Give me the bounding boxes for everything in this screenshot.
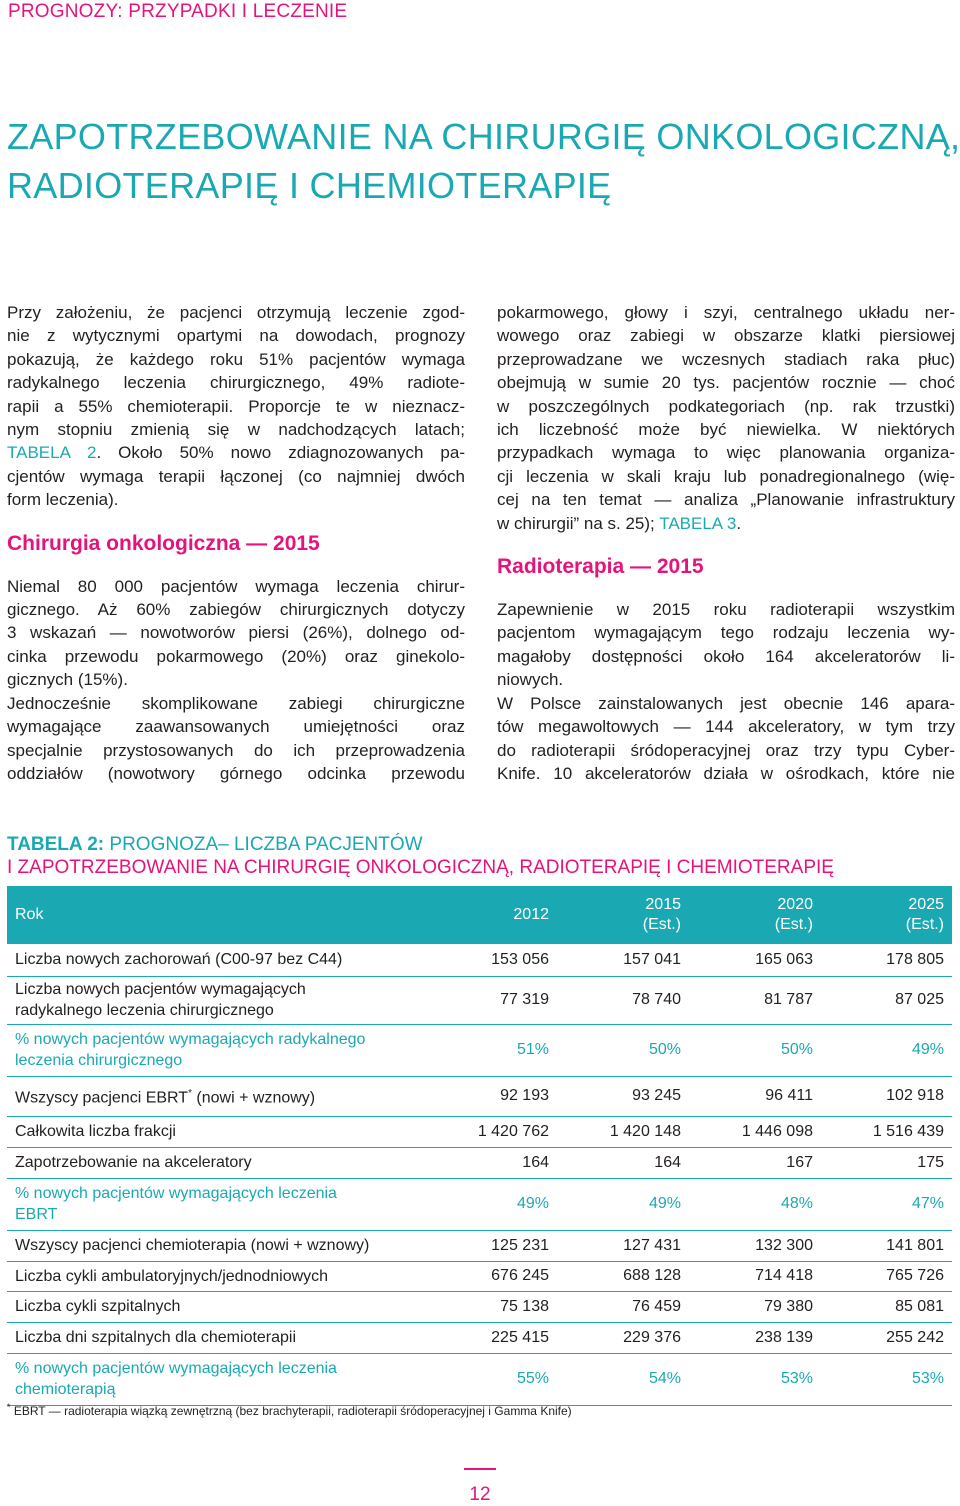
table-row	[7, 1230, 952, 1261]
header-2025	[821, 886, 952, 944]
text-line: cji leczenia w skali kraju lub ponadregionalnego (wię-	[497, 466, 955, 486]
table-cell: 238 139	[689, 1322, 821, 1353]
table-cell: 49%	[427, 1178, 557, 1230]
table-row	[7, 1322, 952, 1353]
table-row	[7, 1291, 952, 1322]
table-cell: 688 128	[557, 1261, 689, 1291]
row-label	[7, 1261, 427, 1291]
text-line: specjalnie przystosowanych do ich przeprowadzenia	[7, 740, 465, 760]
row-label-text: Liczba nowych pacjentów wymagających	[15, 981, 306, 998]
table-title	[7, 833, 834, 879]
table-cell: 178 805	[821, 944, 952, 976]
row-label	[7, 1353, 427, 1405]
table-cell: 54%	[557, 1353, 689, 1405]
table-cell: 229 376	[557, 1322, 689, 1353]
table-cell: 50%	[689, 1024, 821, 1076]
text-line: cej na ten temat — analiza „Planowanie infrastruktury	[497, 490, 955, 510]
table-cell: 93 245	[557, 1076, 689, 1116]
text-line: nie z wytycznymi opartymi na dowodach, prognozy	[7, 326, 465, 346]
table-cell: 53%	[689, 1353, 821, 1405]
table-cell: 1 420 148	[557, 1116, 689, 1147]
header-year: 2015	[645, 896, 681, 913]
right-column	[497, 301, 955, 785]
text-line: wowego oraz zabiegi w obszarze klatki piersiowej	[497, 326, 955, 346]
row-label-text: Liczba nowych zachorowań (C00-97 bez C44)	[15, 951, 343, 969]
title-line-1: ZAPOTRZEBOWANIE NA CHIRURGIĘ ONKOLOGICZNĄ,	[7, 116, 960, 157]
row-label-text: chemioterapią	[15, 1381, 116, 1398]
text-line: cinka przewodu pokarmowego (20%) oraz ginekolo-	[7, 646, 465, 666]
table-cell: 81 787	[689, 976, 821, 1024]
row-label	[7, 1024, 427, 1076]
table-title-line-2: I ZAPOTRZEBOWANIE NA CHIRURGIĘ ONKOLOGICZNĄ, RADIOTERAPIĘ I CHEMIOTERAPIĘ	[7, 857, 834, 878]
table-cell: 47%	[821, 1178, 952, 1230]
section-label: PROGNOZY: PRZYPADKI I LECZENIE	[8, 1, 348, 22]
row-label	[7, 1116, 427, 1147]
table-cell: 75 138	[427, 1291, 557, 1322]
row-label-text: leczenia chirurgicznego	[15, 1052, 183, 1069]
table-cell: 714 418	[689, 1261, 821, 1291]
text-line: cjentów wymaga terapii łączonej (co najmniej dwóch	[7, 466, 465, 486]
forecast-table	[7, 886, 952, 1406]
table-cell: 55%	[427, 1353, 557, 1405]
table-row	[7, 976, 952, 1024]
text-line: Jednocześnie skomplikowane zabiegi chirurgiczne	[7, 693, 465, 713]
row-label-text: Liczba cykli szpitalnych	[15, 1298, 181, 1315]
text-line	[7, 441, 465, 464]
row-label-text: Całkowita liczba frakcji	[15, 1123, 176, 1140]
table-title-rest: PROGNOZA– LICZBA PACJENTÓW	[109, 834, 423, 855]
text-line: nym stopniu zmienią się w nadchodzących latach;	[7, 420, 465, 440]
table-title-prefix: TABELA 2:	[7, 834, 110, 855]
row-label-text: Wszyscy pacjenci EBRT	[15, 1089, 189, 1107]
table-cell: 87 025	[821, 976, 952, 1024]
text-line: Przy założeniu, że pacjenci otrzymują leczenie zgod-	[7, 303, 465, 322]
footnote-text: EBRT — radioterapia wiązką zewnętrzną (bez brachyterapii, radioterapii śródoperacyjnej i Gamma Knife)	[10, 1404, 572, 1418]
text-line: W Polsce zainstalowanych jest obecnie 146 apara-	[497, 693, 955, 713]
table-body	[7, 944, 952, 1405]
text-line: wymagające zaawansowanych umiejętności oraz	[7, 717, 465, 737]
table-cell: 165 063	[689, 944, 821, 976]
text-line: Niemal 80 000 pacjentów wymaga leczenia chirur-	[7, 576, 465, 596]
table-row	[7, 1147, 952, 1178]
table-cell: 167	[689, 1147, 821, 1178]
row-label-text: radykalnego leczenia chirurgicznego	[15, 1002, 274, 1019]
footnote-mark: *	[188, 1088, 192, 1100]
header-2020	[689, 886, 821, 944]
title-line-2: RADIOTERAPIĘ I CHEMIOTERAPIĘ	[7, 165, 612, 206]
page-divider	[464, 1468, 496, 1470]
table-cell: 77 319	[427, 976, 557, 1024]
table-reference-link[interactable]: TABELA 3	[659, 513, 737, 533]
header-2012: 2012	[427, 886, 557, 944]
text-line: Knife. 10 akceleratorów działa w ośrodkach, które nie	[497, 763, 955, 783]
row-label-text: Liczba dni szpitalnych dla chemioterapii	[15, 1329, 297, 1346]
text-line: do radioterapii śródoperacyjnej oraz trzy typu Cyber-	[497, 740, 955, 760]
text-line: magałoby dostępności około 164 akceleratorów li-	[497, 646, 955, 666]
text-line: pokazują, że każdego roku 51% pacjentów wymaga	[7, 349, 465, 369]
text-line: ich liczebność może być niewielka. W niektórych	[497, 420, 955, 440]
text-line: pacjentom wymagającym tego rodzaju leczenia wy-	[497, 623, 955, 643]
row-label-text: % nowych pacjentów wymagających radykalnego	[15, 1031, 366, 1048]
table-row	[7, 1116, 952, 1147]
row-label-text: Liczba cykli ambulatoryjnych/jednodniowych	[15, 1267, 329, 1285]
table-cell: 157 041	[557, 944, 689, 976]
table-cell: 78 740	[557, 976, 689, 1024]
row-label	[7, 1322, 427, 1353]
table-title-line-1	[7, 833, 834, 856]
table-cell: 765 726	[821, 1261, 952, 1291]
row-label	[7, 1230, 427, 1261]
text-line: form leczenia).	[7, 490, 119, 510]
intro-paragraph	[7, 301, 465, 512]
table-cell: 225 415	[427, 1322, 557, 1353]
continuation-paragraph	[497, 301, 955, 535]
table-cell: 53%	[821, 1353, 952, 1405]
text-line: oddziałów (nowotwory górnego odcinka przewodu	[7, 763, 465, 783]
table-cell: 1 516 439	[821, 1116, 952, 1147]
header-2015	[557, 886, 689, 944]
text-fragment: .	[736, 513, 742, 533]
table-cell: 49%	[821, 1024, 952, 1076]
table-cell: 49%	[557, 1178, 689, 1230]
text-fragment: w chirurgii” na s. 25);	[497, 513, 660, 533]
header-year: 2025	[908, 896, 944, 913]
table-cell: 1 446 098	[689, 1116, 821, 1147]
table-cell: 127 431	[557, 1230, 689, 1261]
left-column	[7, 301, 465, 785]
table-row	[7, 1353, 952, 1405]
table-header-row	[7, 886, 952, 944]
heading-radiotherapy: Radioterapia — 2015	[497, 555, 704, 579]
table-cell: 85 081	[821, 1291, 952, 1322]
text-line: 3 wskazań — nowotworów piersi (26%), dolnego od-	[7, 623, 465, 643]
table-row	[7, 1024, 952, 1076]
table-row	[7, 1178, 952, 1230]
text-line: tów megawoltowych — 144 akceleratory, w tym trzy	[497, 717, 955, 737]
row-label-text: EBRT	[15, 1206, 58, 1223]
radiotherapy-paragraph	[497, 598, 955, 785]
header-est: (Est.)	[905, 916, 944, 933]
row-label-text: Wszyscy pacjenci chemioterapia (nowi + wznowy)	[15, 1237, 370, 1254]
table-cell: 96 411	[689, 1076, 821, 1116]
table-cell: 79 380	[689, 1291, 821, 1322]
table-cell: 48%	[689, 1178, 821, 1230]
row-label-text: % nowych pacjentów wymagających leczenia	[15, 1185, 337, 1202]
table-cell: 102 918	[821, 1076, 952, 1116]
text-line: radykalnego leczenia chirurgicznego, 49% radiote-	[7, 373, 465, 393]
table-cell: 164	[427, 1147, 557, 1178]
row-label	[7, 976, 427, 1024]
text-line	[497, 512, 955, 535]
table-cell: 51%	[427, 1024, 557, 1076]
row-label-text: Zapotrzebowanie na akceleratory	[15, 1154, 252, 1171]
table-cell: 76 459	[557, 1291, 689, 1322]
table-cell: 125 231	[427, 1230, 557, 1261]
text-line: przeprowadzane we wczesnych stadiach raka płuc)	[497, 349, 955, 369]
text-line: Zapewnienie w 2015 roku radioterapii wszystkim	[497, 600, 955, 620]
table-row	[7, 1261, 952, 1291]
row-label	[7, 1076, 427, 1116]
table-cell: 141 801	[821, 1230, 952, 1261]
table-cell: 676 245	[427, 1261, 557, 1291]
text-fragment: . Około 50% nowo zdiagnozowanych pa-	[96, 443, 465, 463]
text-line: gicznych (15%).	[7, 670, 128, 690]
row-label	[7, 944, 427, 976]
table-cell: 153 056	[427, 944, 557, 976]
surgery-paragraph	[7, 575, 465, 786]
text-line: niowych.	[497, 670, 564, 690]
header-est: (Est.)	[642, 916, 681, 933]
row-label	[7, 1291, 427, 1322]
page-title	[7, 112, 960, 210]
header-year: 2020	[777, 896, 813, 913]
page-number: 12	[469, 1484, 491, 1505]
heading-surgery: Chirurgia onkologiczna — 2015	[7, 531, 320, 555]
table-reference-link[interactable]: TABELA 2	[7, 443, 97, 463]
text-line: rapii a 55% chemioterapii. Proporcje te w nieznacz-	[7, 396, 465, 416]
footnote	[7, 1402, 572, 1418]
text-line: obejmują w sumie 20 tys. pacjentów rocznie — choć	[497, 373, 955, 393]
table-cell: 50%	[557, 1024, 689, 1076]
row-label	[7, 1178, 427, 1230]
row-label	[7, 1147, 427, 1178]
text-line: w poszczególnych podkategoriach (np. rak trzustki)	[497, 396, 955, 416]
table-row	[7, 944, 952, 976]
row-label-tail: (nowi + wznowy)	[191, 1089, 316, 1107]
footnote-mark: *	[7, 1402, 11, 1412]
header-rok: Rok	[7, 886, 427, 944]
text-line: pokarmowego, głowy i szyi, centralnego układu ner-	[497, 303, 955, 322]
table-cell: 175	[821, 1147, 952, 1178]
table-cell: 255 242	[821, 1322, 952, 1353]
text-line: gicznego. Aż 60% zabiegów chirurgicznych dotyczy	[7, 600, 465, 620]
text-line: przypadkach wymaga to więc planowania organiza-	[497, 443, 955, 463]
table-row	[7, 1076, 952, 1116]
table-cell: 132 300	[689, 1230, 821, 1261]
table-cell: 164	[557, 1147, 689, 1178]
header-est: (Est.)	[774, 916, 813, 933]
table-cell: 1 420 762	[427, 1116, 557, 1147]
table-cell: 92 193	[427, 1076, 557, 1116]
row-label-text: % nowych pacjentów wymagających leczenia	[15, 1360, 337, 1377]
